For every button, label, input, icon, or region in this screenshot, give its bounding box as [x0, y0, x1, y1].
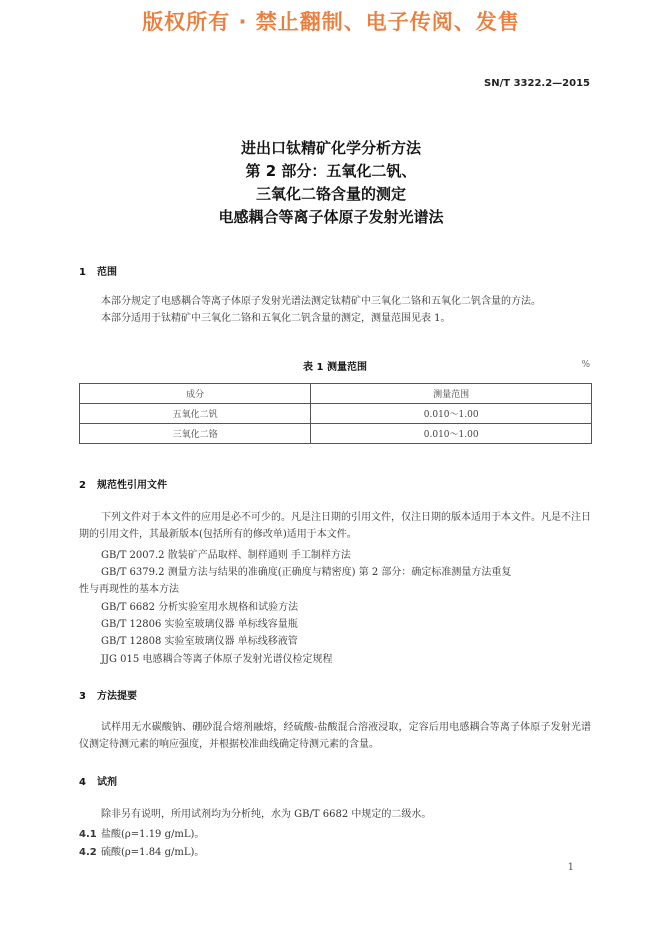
paragraph: 本部分适用于钛精矿中三氧化二铬和五氧化二钒含量的测定，测量范围见表 1。 — [101, 313, 451, 324]
section-2-body — [79, 509, 591, 543]
document-number: SN/T 3322.2—2015 — [484, 78, 590, 89]
table-header-row — [80, 384, 592, 404]
reference-item: GB/T 12806 实验室玻璃仪器 单标线容量瓶 — [101, 619, 298, 630]
section-2-heading — [79, 476, 167, 491]
section-title: 范围 — [97, 267, 117, 278]
section-number: 2 — [79, 480, 86, 491]
title-line-1: 进出口钛精矿化学分析方法 — [240, 139, 421, 157]
reference-item: GB/T 6682 分析实验室用水规格和试验方法 — [101, 602, 299, 613]
copyright-banner: 版权所有 · 禁止翻制、电子传阅、发售 — [142, 10, 520, 34]
item-number: 4.1 — [79, 829, 97, 840]
measurement-range-table — [79, 383, 592, 444]
table-caption: 表 1 测量范围 — [303, 362, 367, 373]
table-header-cell: 测量范围 — [311, 384, 592, 404]
reference-item: JJG 015 电感耦合等离子体原子发射光谱仪检定规程 — [101, 654, 333, 665]
reagent-item — [79, 843, 204, 858]
section-number: 3 — [79, 691, 86, 702]
item-text: 盐酸(ρ=1.19 g/mL)。 — [101, 829, 205, 840]
table-cell: 0.010～1.00 — [311, 424, 592, 444]
table-row — [80, 424, 592, 444]
section-title: 规范性引用文件 — [97, 480, 167, 491]
table-cell: 五氧化二钒 — [80, 404, 311, 424]
table-cell: 0.010～1.00 — [311, 404, 592, 424]
item-number: 4.2 — [79, 847, 97, 858]
section-3-body — [79, 719, 591, 753]
paragraph: 下列文件对于本文件的应用是必不可少的。凡是注日期的引用文件，仅注日期的版本适用于本文件。凡是不注日期的引用文件，其最新版本(包括所有的修改单)适用于本文件。 — [79, 512, 591, 540]
section-number: 1 — [79, 267, 86, 278]
table-row — [80, 404, 592, 424]
reference-item: GB/T 2007.2 散装矿产品取样、制样通则 手工制样方法 — [101, 550, 351, 561]
title-line-3: 三氧化二铬含量的测定 — [255, 185, 406, 203]
section-1-heading — [79, 263, 117, 278]
section-title: 方法提要 — [97, 691, 137, 702]
item-text: 硫酸(ρ=1.84 g/mL)。 — [101, 847, 205, 858]
table-cell: 三氧化二铬 — [80, 424, 311, 444]
section-4-heading — [79, 773, 117, 788]
section-number: 4 — [79, 777, 86, 788]
section-4-body — [79, 806, 591, 823]
paragraph: 除非另有说明，所用试剂均为分析纯，水为 GB/T 6682 中规定的二级水。 — [101, 809, 432, 820]
reference-item: GB/T 12808 实验室玻璃仪器 单标线移液管 — [101, 636, 298, 647]
section-title: 试剂 — [97, 777, 117, 788]
reference-item: GB/T 6379.2 测量方法与结果的准确度(正确度与精密度) 第 2 部分：确定标准测量方法重复 — [101, 567, 512, 578]
paragraph: 本部分规定了电感耦合等离子体原子发射光谱法测定钛精矿中三氧化二铬和五氧化二钒含量的方法。 — [101, 296, 541, 307]
reagent-item — [79, 825, 204, 840]
table-header-cell: 成分 — [80, 384, 311, 404]
paragraph: 试样用无水碳酸钠、硼砂混合熔剂融熔，经硫酸-盐酸混合溶液浸取，定容后用电感耦合等离子体原子发射光谱仪测定待测元素的响应强度，并根据校准曲线确定待测元素的含量。 — [79, 722, 591, 750]
title-line-2: 第 2 部分：五氧化二钒、 — [245, 162, 417, 180]
title-line-4: 电感耦合等离子体原子发射光谱法 — [218, 208, 444, 226]
section-3-heading — [79, 687, 137, 702]
section-1-body — [79, 293, 591, 327]
reference-item-continuation: 性与再现性的基本方法 — [79, 584, 179, 595]
page-number: 1 — [567, 862, 574, 873]
table-unit: % — [581, 360, 590, 370]
